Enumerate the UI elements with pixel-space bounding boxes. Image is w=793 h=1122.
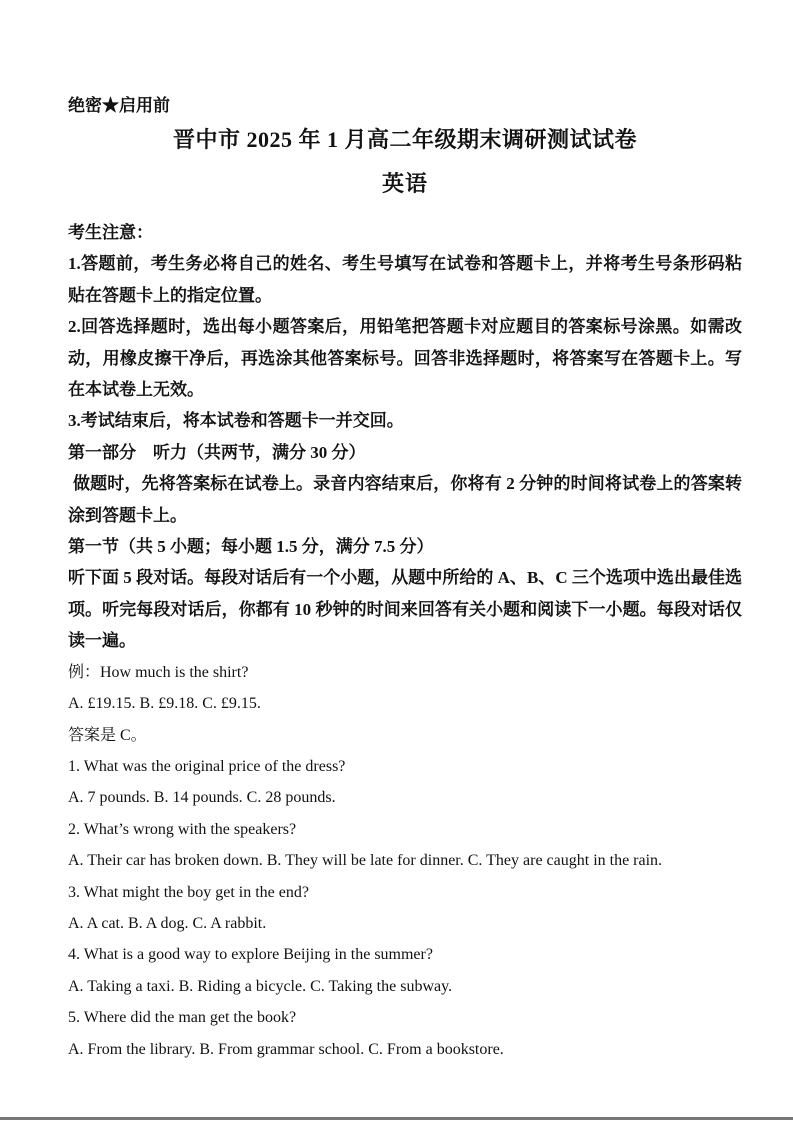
example-answer: 答案是 C。 — [68, 726, 147, 744]
page-bottom-divider — [0, 1117, 793, 1120]
notice-item-1: 1.答题前，考生务必将自己的姓名、考生号填写在试卷和答题卡上，并将考生号条形码粘贴在答题卡上的指定位置。 — [68, 254, 742, 305]
part1-instructions: 做题时，先将答案标在试卷上。录音内容结束后，你将有 2 分钟的时间将试卷上的答案转涂到答题卡上。 — [68, 474, 742, 525]
part1-heading: 第一部分 听力（共两节，满分 30 分） — [68, 442, 366, 462]
question-3-text: 3. What might the boy get in the end? — [68, 883, 309, 901]
notice-item-2: 2.回答选择题时，选出每小题答案后，用铅笔把答题卡对应题目的答案标号涂黑。如需改动，用橡皮擦干净后，再选涂其他答案标号。回答非选择题时，将答案写在答题卡上。写在本试卷上无效。 — [68, 317, 742, 400]
example-options: A. £19.15. B. £9.18. C. £9.15. — [68, 695, 261, 713]
question-2-text: 2. What’s wrong with the speakers? — [68, 820, 297, 838]
question-4-options: A. Taking a taxi. B. Riding a bicycle. C. Taking the subway. — [68, 977, 453, 995]
question-4-text: 4. What is a good way to explore Beijing in the summer? — [68, 946, 433, 964]
subject-title: 英语 — [381, 171, 428, 196]
question-3-options: A. A cat. B. A dog. C. A rabbit. — [68, 914, 267, 932]
example-prompt: 例：How much is the shirt? — [68, 663, 249, 681]
section1-heading: 第一节（共 5 小题；每小题 1.5 分，满分 7.5 分） — [68, 537, 434, 557]
question-2-options: A. Their car has broken down. B. They will be late for dinner. C. They are caught in the rain. — [68, 852, 663, 870]
question-5-text: 5. Where did the man get the book? — [68, 1009, 297, 1027]
document-body — [68, 95, 742, 1065]
exam-title: 晋中市 2025 年 1 月高二年级期末调研测试试卷 — [172, 127, 637, 152]
classification-label: 绝密★启用前 — [68, 96, 170, 115]
question-1-text: 1. What was the original price of the dress? — [68, 757, 346, 775]
question-5-options: A. From the library. B. From grammar school. C. From a bookstore. — [68, 1040, 504, 1058]
section1-instructions: 听下面 5 段对话。每段对话后有一个小题，从题中所给的 A、B、C 三个选项中选出最佳选项。听完每段对话后，你都有 10 秒钟的时间来回答有关小题和阅读下一小题。每段对话仅读一遍。 — [68, 568, 742, 651]
notice-heading: 考生注意： — [68, 223, 153, 242]
question-1-options: A. 7 pounds. B. 14 pounds. C. 28 pounds. — [68, 789, 336, 807]
notice-item-3: 3.考试结束后，将本试卷和答题卡一并交回。 — [68, 411, 404, 431]
